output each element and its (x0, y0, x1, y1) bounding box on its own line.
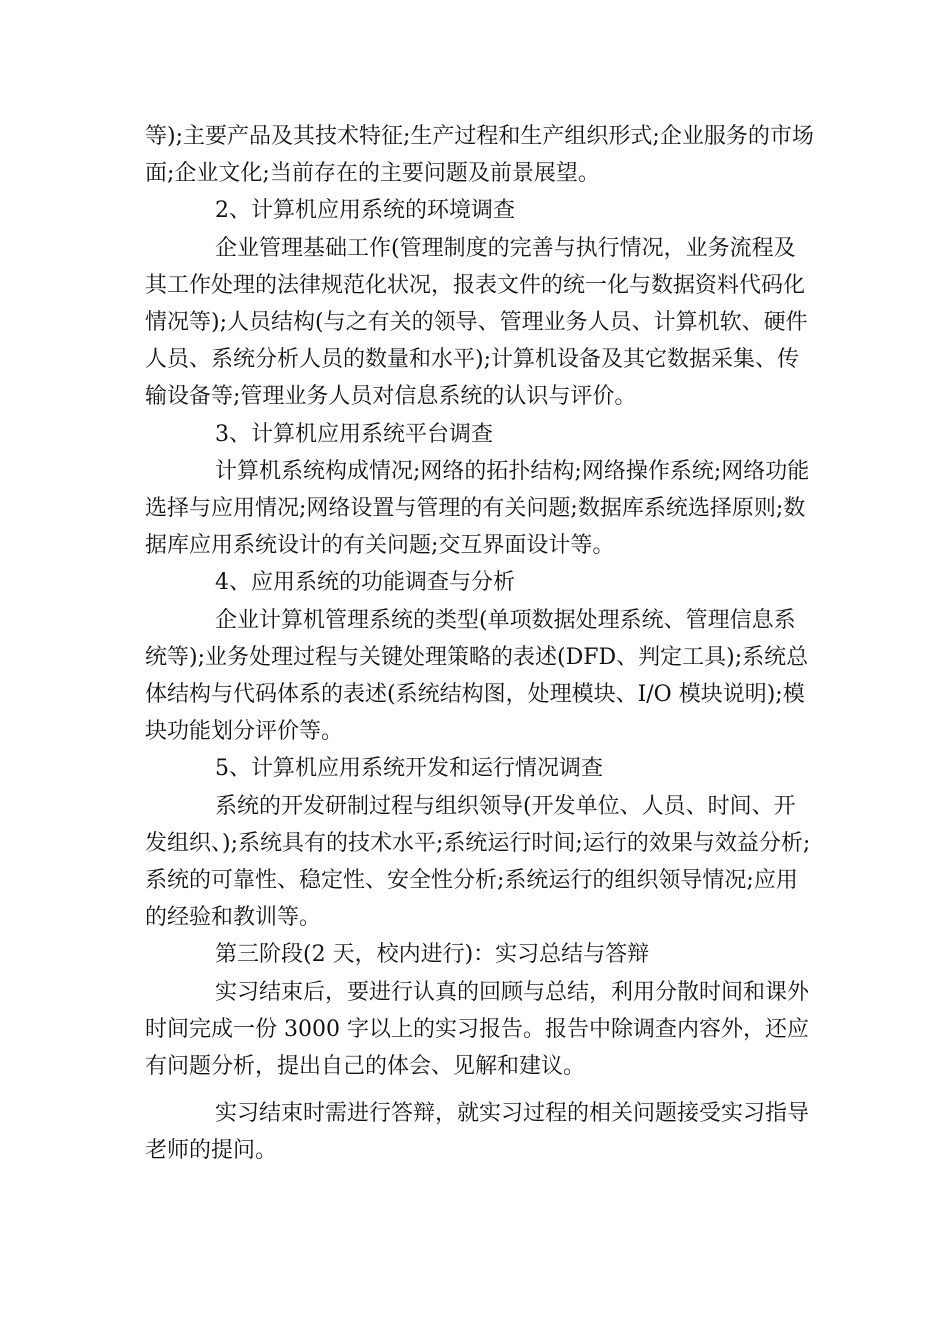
paragraph-function-survey: 企业计算机管理系统的类型(单项数据处理系统、管理信息系统等);业务处理过程与关键处理策略的表述(DFD、判定工具);系统总体结构与代码体系的表述(系统结构图，处理模块、I/O 模块说明);模块功能划分评价等。 (145, 607, 809, 745)
paragraph-environment-survey: 企业管理基础工作(管理制度的完善与执行情况，业务流程及其工作处理的法律规范化状况，报表文件的统一化与数据资料代码化情况等);人员结构(与之有关的领导、管理业务人员、计算机软、硬件人员、系统分析人员的数量和水平);计算机设备及其它数据采集、传输设备等;管理业务人员对信息系统的认识与评价。 (145, 235, 808, 410)
document-body (145, 118, 815, 1170)
paragraph-platform-survey: 计算机系统构成情况;网络的拓扑结构;网络操作系统;网络功能选择与应用情况;网络设置与管理的有关问题;数据库系统选择原则;数据库应用系统设计的有关问题;交互界面设计等。 (145, 458, 810, 559)
heading-phase-three: 第三阶段(2 天，校内进行)：实习总结与答辩 (215, 942, 650, 968)
paragraph-defense: 实习结束时需进行答辩，就实习过程的相关问题接受实习指导老师的提问。 (145, 1101, 810, 1164)
paragraph-summary-report: 实习结束后，要进行认真的回顾与总结，利用分散时间和课外时间完成一份 3000 字以上的实习报告。报告中除调查内容外，还应有问题分析，提出自己的体会、见解和建议。 (145, 979, 810, 1080)
paragraph-development-survey: 系统的开发研制过程与组织领导(开发单位、人员、时间、开发组织、);系统具有的技术水平;系统运行时间;运行的效果与效益分析;系统的可靠性、稳定性、安全性分析;系统运行的组织领导情况;应用的经验和教训等。 (145, 793, 811, 931)
paragraph-intro-continued: 等);主要产品及其技术特征;生产过程和生产组织形式;企业服务的市场面;企业文化;当前存在的主要问题及前景展望。 (145, 124, 814, 187)
heading-function-survey: 4、应用系统的功能调查与分析 (215, 570, 515, 596)
heading-platform-survey: 3、计算机应用系统平台调查 (215, 421, 493, 447)
heading-development-survey: 5、计算机应用系统开发和运行情况调查 (215, 756, 603, 782)
heading-environment-survey: 2、计算机应用系统的环境调查 (215, 198, 515, 224)
